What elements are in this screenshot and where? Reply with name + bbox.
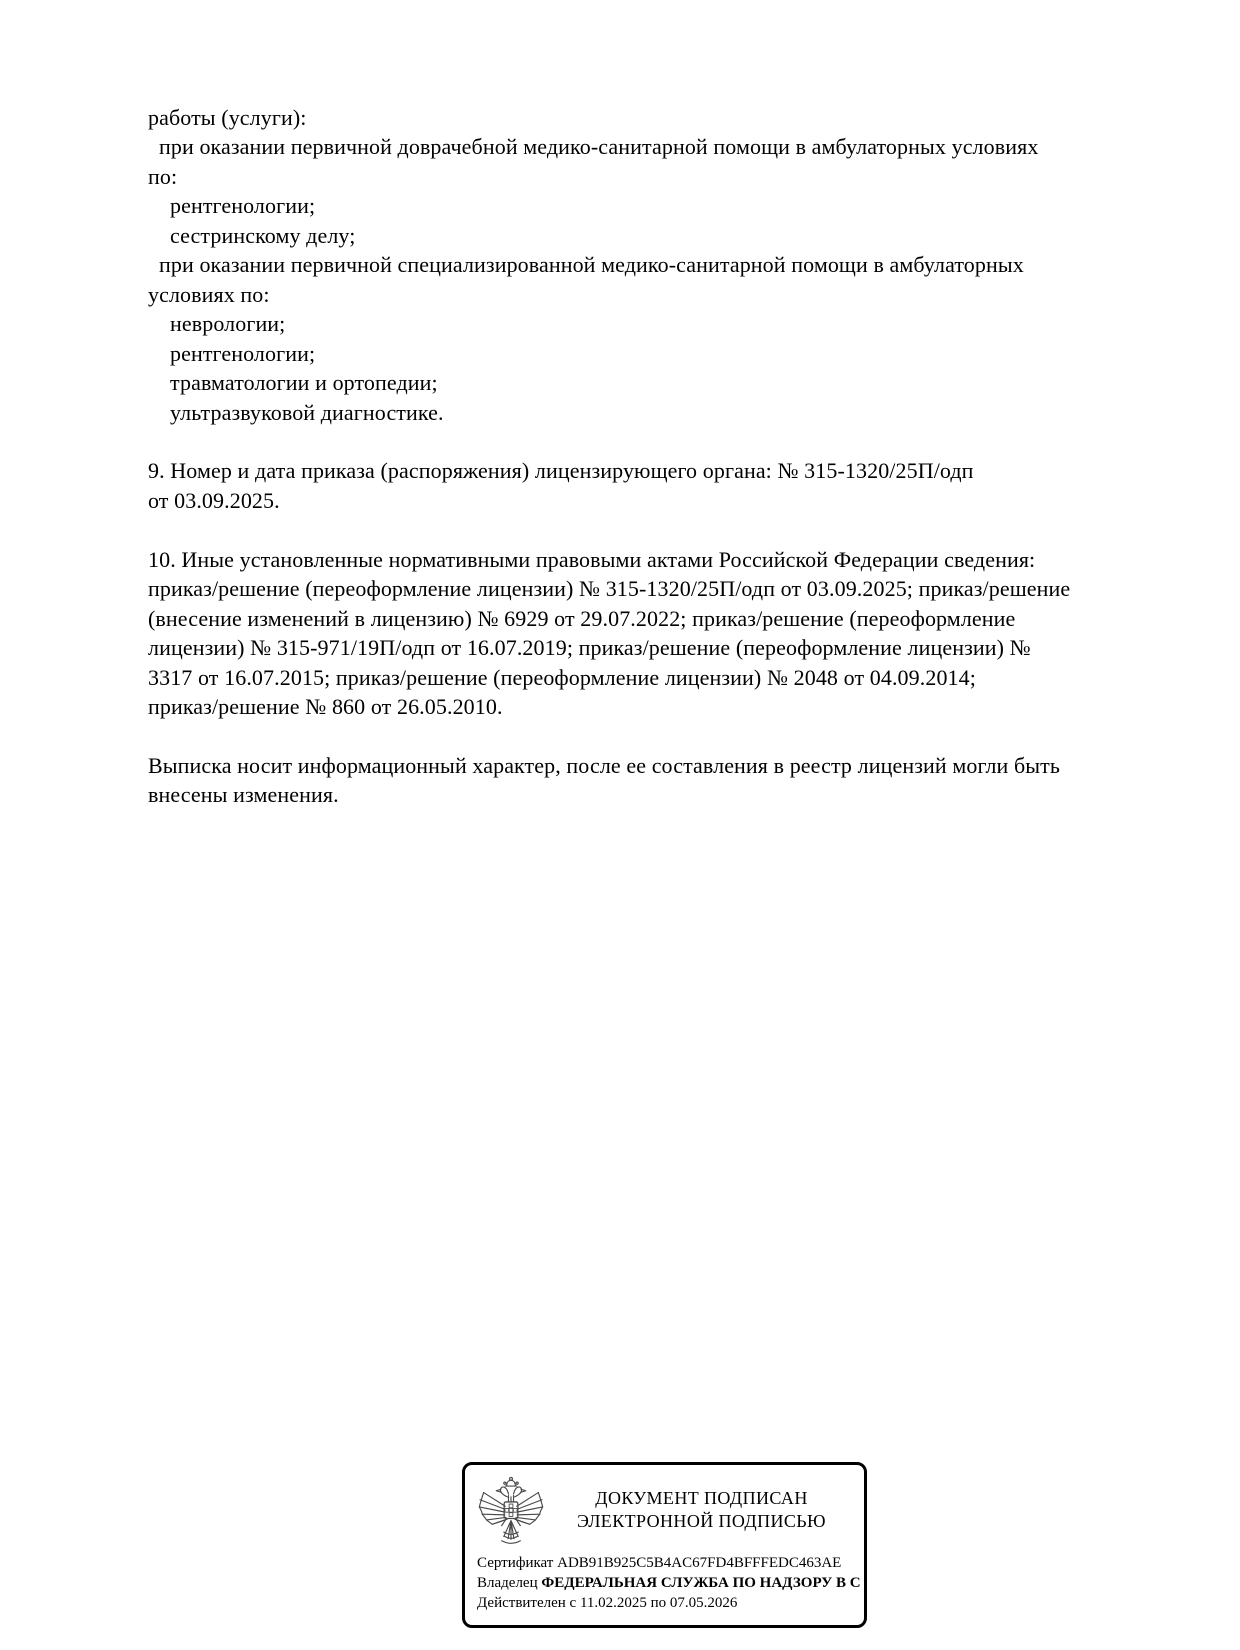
owner-line xyxy=(477,1573,860,1593)
document-line: рентгенологии; xyxy=(170,340,316,366)
stamp-details xyxy=(465,1551,864,1613)
document-line: внесены изменения. xyxy=(148,782,339,808)
roszdravnadzor-eagle-emblem-icon xyxy=(475,1473,547,1551)
document-line: от 03.09.2025. xyxy=(148,487,280,513)
document-line: ультразвуковой диагностике. xyxy=(170,399,444,425)
item9-paragraph xyxy=(148,456,1188,515)
document-line: при оказании первичной специализированной медико-санитарной помощи в амбулаторных xyxy=(159,252,1024,278)
services-paragraph xyxy=(148,103,1188,427)
certificate-label: Сертификат xyxy=(477,1555,554,1571)
document-line: 9. Номер и дата приказа (распоряжения) лицензирующего органа: № 315-1320/25П/одп xyxy=(148,458,974,484)
document-line: при оказании первичной доврачебной медико-санитарной помощи в амбулаторных условиях xyxy=(159,134,1039,160)
document-line: неврологии; xyxy=(170,311,286,337)
owner-label: Владелец xyxy=(477,1575,538,1591)
document-line: 10. Иные установленные нормативными правовыми актами Российской Федерации сведения: xyxy=(148,546,1036,572)
document-line: работы (услуги): xyxy=(148,105,307,130)
document-line: (внесение изменений в лицензию) № 6929 от 29.07.2022; приказ/решение (переоформление xyxy=(148,605,1016,631)
document-line: рентгенологии; xyxy=(170,193,316,219)
validity-line: Действителен с 11.02.2025 по 07.05.2026 xyxy=(477,1595,738,1611)
document-line: приказ/решение № 860 от 26.05.2010. xyxy=(148,694,503,720)
document-line: лицензии) № 315-971/19П/одп от 16.07.2019; приказ/решение (переоформление лицензии) № xyxy=(148,635,1031,661)
stamp-header xyxy=(465,1465,864,1551)
document-body xyxy=(148,103,1188,810)
document-line: условиях по: xyxy=(148,281,270,307)
document-line: 3317 от 16.07.2015; приказ/решение (переоформление лицензии) № 2048 от 04.09.2014; xyxy=(148,664,976,690)
note-paragraph xyxy=(148,751,1188,810)
stamp-title-line2: ЭЛЕКТРОННОЙ ПОДПИСЬЮ xyxy=(577,1511,826,1531)
certificate-value: ADB91B925C5B4AC67FD4BFFFEDC463AE xyxy=(557,1555,842,1571)
document-line: приказ/решение (переоформление лицензии) № 315-1320/25П/одп от 03.09.2025; приказ/решение xyxy=(148,576,1071,602)
document-line: по: xyxy=(148,163,178,189)
document-line: травматологии и ортопедии; xyxy=(170,370,438,396)
document-line: Выписка носит информационный характер, после ее составления в реестр лицензий могли быть xyxy=(148,752,1061,778)
document-line: сестринскому делу; xyxy=(170,222,356,248)
stamp-title-line1: ДОКУМЕНТ ПОДПИСАН xyxy=(595,1488,808,1508)
certificate-line xyxy=(477,1553,860,1573)
stamp-title xyxy=(547,1473,856,1533)
item10-paragraph xyxy=(148,545,1188,722)
owner-value: ФЕДЕРАЛЬНАЯ СЛУЖБА ПО НАДЗОРУ В С xyxy=(541,1575,861,1591)
digital-signature-stamp xyxy=(462,1462,867,1628)
